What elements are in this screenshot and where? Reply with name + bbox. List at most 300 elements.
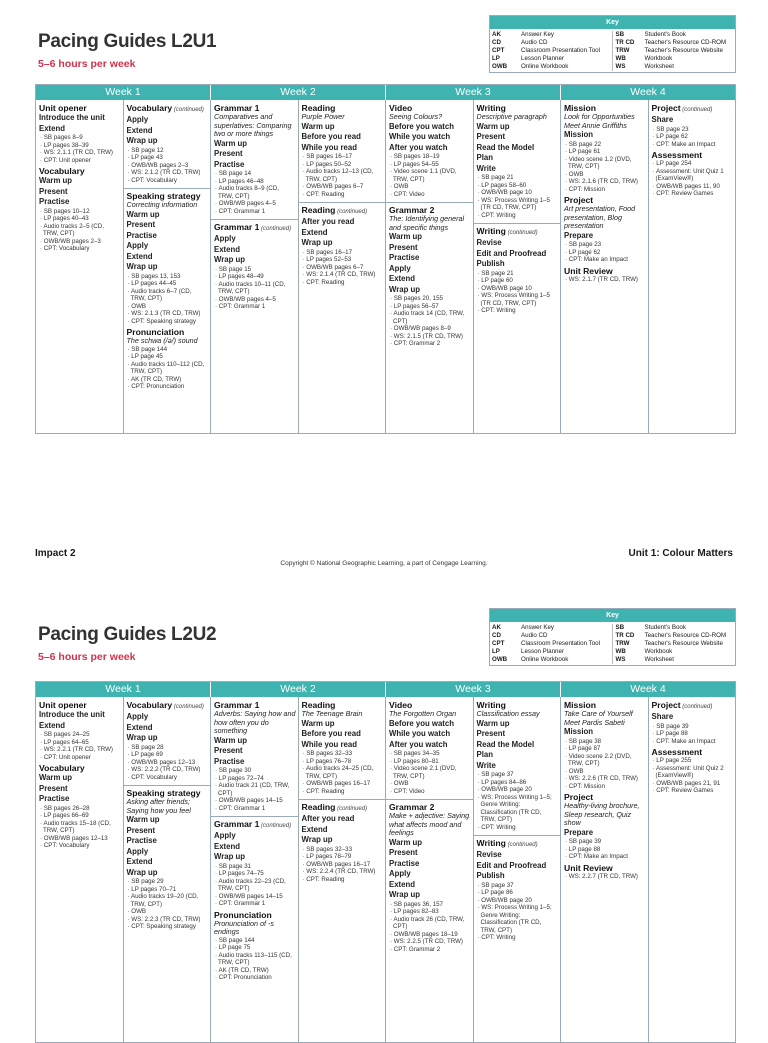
lesson-stage: After you watch [389,739,448,749]
lesson-stage: Wrap up [126,733,158,742]
section-heading [652,150,734,160]
resource-item: · LP page 88 [652,730,734,738]
lesson-stage: Practise [126,836,157,845]
section-divider [386,202,473,203]
section-heading-text: Writing [476,103,506,113]
section-heading-text: Grammar 2 [389,205,435,215]
resource-item: · Audio track 14 (CD, TRW, CPT) [389,310,471,325]
lesson-columns [36,100,735,433]
lesson-stage: Wrap up [126,867,158,877]
resource-item: · OWB [564,768,646,776]
lesson-stage: Present [476,729,506,738]
resource-item: · LP pages 70–71 [127,886,209,894]
key-row-right-1 [616,632,734,640]
resource-item: · CPT: Video [389,788,471,796]
lesson-stage: While you watch [389,729,451,738]
week-2-header: Week 2 [211,85,386,100]
section-divider [474,223,561,224]
section-heading [39,763,121,773]
resource-item: · CPT: Vocabulary [127,774,209,782]
resource-item: · WS: 2.1.5 (TR CD, TRW) [389,333,471,341]
lesson-stage: Edit and Proofread [476,248,547,258]
key-row-right-2 [616,47,734,55]
key-abbreviation: TR CD [615,632,635,639]
week-4-header: Week 4 [630,683,666,695]
continued-label: (continued) [680,107,713,113]
lesson-stage: Apply [389,263,411,273]
lesson-stage: Extend [39,720,65,730]
lesson-stage: Warm up [301,121,335,131]
resource-item: · LP pages 82–83 [389,908,471,916]
lesson-stage: While you watch [389,132,451,141]
resource-item: · CPT: Grammar 2 [389,946,471,954]
resource-item: · Assessment: Unit Quiz 2 (ExamView®) [652,765,734,780]
key-row-right-0 [616,31,734,39]
lesson-column-1 [36,697,124,1042]
key-abbreviation: WB [615,648,626,655]
resource-item: · LP pages 76–78 [302,758,384,766]
resource-item: · Audio track 21 (CD, TRW, CPT) [214,782,296,797]
section-heading-text: Vocabulary [126,700,173,710]
resource-item: · LP pages 52–53 [302,256,384,264]
key-row-left-3 [492,648,610,656]
resource-item: · SB page 30 [214,767,296,775]
lesson-stage: Warm up [214,735,248,745]
key-left-column [492,624,613,664]
resource-item: · Audio tracks 113–115 (CD, TRW, CPT) [214,952,296,967]
resource-item: · LP pages 74–75 [214,870,296,878]
lesson-stage: Before you read [301,729,361,738]
lesson-stage: Introduce the unit [39,710,105,719]
copyright-notice: Copyright © National Geographic Learning, a part of Cengage Learning. [280,560,488,567]
lesson-stage: Read the Model [476,739,535,749]
section-heading-text: Unit opener [39,700,87,710]
key-abbreviation: CPT [492,47,505,54]
resource-item: · LP pages 38–39 [39,142,121,150]
resource-item: · CPT: Grammar 1 [214,208,296,216]
lesson-stage: Extend [389,879,415,889]
resource-item: · WS: 2.2.7 (TR CD, TRW) [564,873,646,881]
lesson-topic: Comparatives and superlatives: Comparing two or more things [214,112,292,138]
lesson-stage: Present [389,848,418,857]
resource-item: · CPT: Vocabulary [39,245,121,253]
lesson-column-5 [386,100,474,433]
resource-item: · CPT: Speaking strategy [127,923,209,931]
section-heading [39,700,121,710]
resource-item: · SB pages 32–33 [302,846,384,854]
continued-label: (continued) [259,226,292,232]
resource-item: · Audio tracks 19–20 (CD, TRW, CPT) [127,893,209,908]
resource-item: · WS: 2.2.3 (TR CD, TRW) [127,916,209,924]
section-heading [564,863,646,873]
resource-item: · CPT: Vocabulary [127,177,209,185]
lesson-stage: Warm up [126,815,160,824]
lesson-stage: After you watch [389,142,448,152]
section-divider [299,799,386,800]
resource-item: · WS: 2.2.2 (TR CD, TRW) [127,766,209,774]
resource-item: · LP pages 80–81 [389,758,471,766]
page-subtitle: 5–6 hours per week [38,58,136,70]
lesson-stage: Present [126,825,156,835]
resource-item: · CPT: Make an Impact [652,738,734,746]
section-heading-text: Grammar 1 [214,103,260,113]
key-meaning: Worksheet [644,63,674,70]
resource-item: · OWB/WB pages 14–15 [214,797,296,805]
resource-item: · CPT: Vocabulary [39,842,121,850]
key-row-left-4 [492,63,610,71]
resource-item: · SB page 14 [214,170,296,178]
resource-item: · SB pages 10–12 [39,208,121,216]
resource-item: · CPT: Grammar 1 [214,303,296,311]
resource-item: · WS: 2.1.1 (TR CD, TRW) [39,149,121,157]
lesson-stage: Practise [214,159,245,169]
key-meaning: Teacher's Resource CD-ROM [644,632,727,639]
resource-item: · SB page 31 [214,863,296,871]
lesson-topic: The schwa (/ə/) sound [126,336,198,345]
week-4-header: Week 4 [630,86,666,98]
week-1-header: Week 1 [36,85,211,100]
section-heading-text: Vocabulary [39,166,85,176]
key-abbreviation: LP [492,648,500,655]
key-abbreviation: AK [492,624,501,631]
resource-item: · Audio tracks 12–13 (CD, TRW, CPT) [302,168,384,183]
lesson-column-6 [474,100,562,433]
continued-label: (continued) [680,704,713,710]
lesson-stage: Warm up [301,718,335,728]
key-meaning: Online Workbook [521,656,569,663]
lesson-topic: Look for Opportunities Meet Annie Griffiths [564,112,635,130]
resource-item: · CPT: Make an Impact [652,141,734,149]
lesson-stage: Before you read [301,132,361,141]
resource-item: · LP page 62 [652,133,734,141]
lesson-stage: Practise [389,858,420,868]
resource-item: · OWB/WB pages 14–15 [214,893,296,901]
resource-item: · OWB/WB pages 6–7 [302,264,384,272]
resource-item: · SB pages 26–28 [39,805,121,813]
lesson-stage: Present [476,132,506,141]
key-title: Key [490,609,735,622]
lesson-topic: Make + adjective: Saying what affects mood and feelings [389,811,470,837]
lesson-stage: Practise [214,756,245,766]
resource-item: · WS: 2.2.4 (TR CD, TRW) [302,868,384,876]
resource-item: · CPT: Mission [564,783,646,791]
section-heading-text: Reading [301,700,336,710]
resource-item: · SB page 28 [127,744,209,752]
lesson-stage: Present [214,746,243,755]
resource-item: · Audio tracks 2–5 (CD, TRW, CPT) [39,223,121,238]
section-heading-text: Grammar 1 [214,819,260,829]
resource-item: · LP page 60 [477,277,559,285]
key-row-right-3 [616,55,734,63]
key-meaning: Classroom Presentation Tool [521,47,600,54]
resource-item: · OWB/WB pages 12–13 [39,835,121,843]
lesson-column-2 [124,100,212,433]
key-meaning: Teacher's Resource CD-ROM [644,39,727,46]
lesson-stage: Revise [476,850,502,859]
resource-item: · Assessment: Unit Quiz 1 (ExamView®) [652,168,734,183]
resource-item: · SB page 15 [214,266,296,274]
resource-item: · OWB [389,183,471,191]
resource-item: · CPT: Review Games [652,787,734,795]
resource-item: · SB page 38 [564,738,646,746]
lesson-stage: Wrap up [214,852,246,861]
resource-item: · CPT: Make an Impact [564,256,646,264]
section-heading [214,222,296,234]
section-heading [477,838,559,850]
resource-item: · LP pages 58–60 [477,182,559,190]
section-heading-text: Grammar 2 [389,802,435,812]
lesson-stage: Extend [301,824,328,834]
lesson-stage: Prepare [564,827,594,837]
key-row-right-3 [616,648,734,656]
lesson-stage: Practise [389,253,420,262]
section-heading-text: Unit opener [39,103,87,113]
section-heading-text: Unit Review [564,265,613,276]
page-subtitle: 5–6 hours per week [38,651,136,663]
section-heading-text: Assessment [651,150,703,160]
continued-label: (continued) [335,209,368,215]
key-meaning: Audio CD [521,632,548,639]
lesson-stage: Extend [214,841,240,851]
lesson-stage: Apply [126,712,149,721]
resource-item: · Audio tracks 10–11 (CD, TRW, CPT) [214,281,296,296]
resource-item: · AK (TR CD, TRW) [127,376,209,384]
key-meaning: Student's Book [644,624,686,631]
lesson-stage: Before you watch [389,718,454,728]
lesson-topic: Purple Power [301,112,345,121]
key-meaning: Audio CD [521,39,548,46]
resource-item: · LP page 255 [652,757,734,765]
page-title: Pacing Guides L2U2 [38,624,217,645]
lesson-stage: Wrap up [389,284,421,294]
section-heading [302,205,384,217]
resource-item: · Audio track 26 (CD, TRW, CPT) [389,916,471,931]
lesson-stage: Wrap up [126,136,158,145]
section-heading-text: Unit Review [564,862,613,873]
lesson-stage: Present [39,783,68,793]
resource-item: · LP page 45 [127,353,209,361]
section-heading [477,226,559,238]
key-abbreviation: TRW [615,47,630,54]
key-abbreviation: WS [615,656,626,663]
lesson-topic: The Teenage Brain [301,709,363,718]
key-abbreviation: LP [492,55,500,62]
lesson-column-8 [649,697,736,1042]
lesson-stage: Wrap up [214,255,246,264]
section-heading-text: Grammar 1 [214,700,260,710]
resource-item: · OWB/WB pages 2–3 [39,238,121,246]
lesson-stage: Share [651,712,674,721]
key-abbreviation: CD [492,39,501,46]
key-meaning: Lesson Planner [521,55,564,62]
lesson-topic: Adverbs: Saying how and how often you do something [214,709,296,735]
page-title: Pacing Guides L2U1 [38,31,217,52]
resource-item: · OWB [127,303,209,311]
key-legend [489,608,736,666]
resource-item: · SB page 144 [214,937,296,945]
resource-item: · SB page 23 [652,126,734,134]
resource-item: · CPT: Reading [302,788,384,796]
key-abbreviation: OWB [492,63,508,70]
resource-item: · WS: 2.1.2 (TR CD, TRW) [127,169,209,177]
resource-item: · LP pages 66–69 [39,812,121,820]
lesson-topic: Take Care of Yourself Meet Pardis Sabeti [564,709,633,727]
resource-item: · Audio tracks 22–23 (CD, TRW, CPT) [214,878,296,893]
lesson-stage: Wrap up [126,262,158,271]
lesson-stage: Edit and Proofread [476,860,547,870]
section-heading [652,747,734,757]
resource-item: · CPT: Mission [564,186,646,194]
resource-item: · Video scene 2.1 (DVD, TRW, CPT) [389,765,471,780]
key-abbreviation: CD [492,632,501,639]
section-heading [127,103,209,115]
resource-item: · OWB/WB pages 16–17 [302,780,384,788]
lesson-topic: The: Identifying general and specific things [389,214,465,232]
footer-unit-title: Unit 1: Colour Matters [628,548,733,559]
section-heading-text: Reading [301,802,336,812]
lesson-stage: Wrap up [389,890,421,899]
lesson-stage: Extend [126,251,153,261]
resource-item: · LP page 43 [127,154,209,162]
lesson-stage: Plan [476,153,493,162]
lesson-stage: After you read [301,814,355,823]
lesson-stage: Present [126,220,156,229]
section-divider [211,816,298,817]
lesson-topic: Descriptive paragraph [476,112,547,121]
resource-item: · CPT: Unit opener [39,157,121,165]
section-heading [39,166,121,176]
lesson-stage: Write [476,163,496,173]
lesson-column-4 [299,697,387,1042]
lesson-stage: Apply [214,234,236,243]
resource-item: · OWB [127,908,209,916]
key-meaning: Answer Key [521,31,555,38]
resource-item: · LP page 62 [564,249,646,257]
resource-item: · OWB/WB page 20 [477,897,559,905]
resource-item: · LP pages 48–49 [214,273,296,281]
resource-item: · SB page 144 [127,346,209,354]
continued-label: (continued) [259,823,292,829]
resource-item: · OWB/WB page 20 [477,786,559,794]
lesson-stage: Warm up [389,837,423,847]
resource-item: · WS: Process Writing 1–5 (TR CD, TRW, CPT) [477,292,559,307]
resource-item: · WS: 2.1.3 (TR CD, TRW) [127,310,209,318]
section-heading [127,700,209,712]
section-heading-text: Video [389,700,413,710]
resource-item: · SB page 12 [127,147,209,155]
resource-item: · Audio tracks 110–112 (CD, TRW, CPT) [127,361,209,376]
key-legend [489,15,736,73]
lesson-column-6 [474,697,562,1042]
lesson-stage: Prepare [564,230,594,240]
section-heading-text: Reading [301,103,336,113]
resource-item: · OWB/WB pages 2–3 [127,162,209,170]
lesson-topic: Healthy-living brochure, Sleep research, Quiz show [564,801,640,827]
key-title: Key [490,16,735,29]
key-right-column [613,31,734,71]
section-heading-text: Speaking strategy [126,191,201,201]
resource-item: · LP page 86 [477,889,559,897]
resource-item: · CPT: Reading [302,191,384,199]
resource-item: · SB pages 18–19 [389,153,471,161]
resource-item: · Audio tracks 6–7 (CD, TRW, CPT) [127,288,209,303]
resource-item: · CPT: Writing [477,824,559,832]
resource-item: · LP pages 64–65 [39,739,121,747]
key-meaning: Teacher's Resource Website [644,640,723,647]
key-abbreviation: WS [615,63,626,70]
week-2-header: Week 2 [211,682,386,697]
week-3-header: Week 3 [386,85,561,100]
section-heading-text: Video [389,103,413,113]
section-divider [299,202,386,203]
resource-item: · LP pages 56–57 [389,303,471,311]
week-3-header: Week 3 [386,682,561,697]
lesson-column-3 [211,100,299,433]
lesson-stage: Extend [126,857,153,866]
resource-item: · WS: 2.2.5 (TR CD, TRW) [389,938,471,946]
lesson-stage: Wrap up [301,238,333,247]
lesson-topic: Asking after friends; Saying how you feel [126,797,191,815]
section-heading-text: Project [564,195,594,205]
resource-item: · WS: 2.2.1 (TR CD, TRW) [39,746,121,754]
lesson-stage: Extend [301,227,328,237]
lesson-stage: Share [651,115,674,124]
section-heading-text: Assessment [651,747,703,757]
resource-item: · LP page 254 [652,160,734,168]
section-heading [302,802,384,814]
resource-item: · SB page 39 [564,838,646,846]
resource-item: · CPT: Grammar 1 [214,900,296,908]
resource-item: · LP pages 44–45 [127,280,209,288]
section-heading [214,819,296,831]
resource-item: · OWB/WB pages 12–13 [127,759,209,767]
lesson-stage: While you read [301,142,357,152]
lesson-topic: The Forgotten Organ [389,709,457,718]
key-abbreviation: OWB [492,656,508,663]
lesson-column-8 [649,100,736,433]
lesson-column-7 [561,697,649,1042]
key-abbreviation: SB [615,624,625,631]
resource-item: · WS: 2.1.6 (TR CD, TRW) [564,178,646,186]
resource-item: · LP page 88 [564,846,646,854]
lesson-column-1 [36,100,124,433]
resource-item: · LP pages 46–48 [214,178,296,186]
lesson-stage: Warm up [214,138,248,148]
lesson-stage: Warm up [389,232,423,241]
resource-item: · SB pages 34–35 [389,750,471,758]
key-abbreviation: CPT [492,640,505,647]
lesson-columns [36,697,735,1042]
resource-item: · Video scene 2.2 (DVD, TRW, CPT) [564,753,646,768]
resource-item: · CPT: Pronunciation [127,383,209,391]
lesson-stage: Read the Model [476,142,535,152]
resource-item: · Video scene 1.2 (DVD, TRW, CPT) [564,156,646,171]
lesson-stage: Publish [476,871,505,880]
key-row-left-1 [492,39,610,47]
resource-item: · LP pages 78–79 [302,853,384,861]
lesson-column-2 [124,697,212,1042]
lesson-stage: Apply [126,846,149,856]
section-heading-text: Vocabulary [126,103,173,113]
key-row-right-1 [616,39,734,47]
resource-item: · LP page 75 [214,944,296,952]
lesson-stage: Warm up [476,121,510,131]
resource-item: · SB page 22 [564,141,646,149]
resource-item: · SB pages 32–33 [302,750,384,758]
key-meaning: Workbook [644,648,673,655]
lesson-column-4 [299,100,387,433]
resource-item: · LP pages 50–52 [302,161,384,169]
